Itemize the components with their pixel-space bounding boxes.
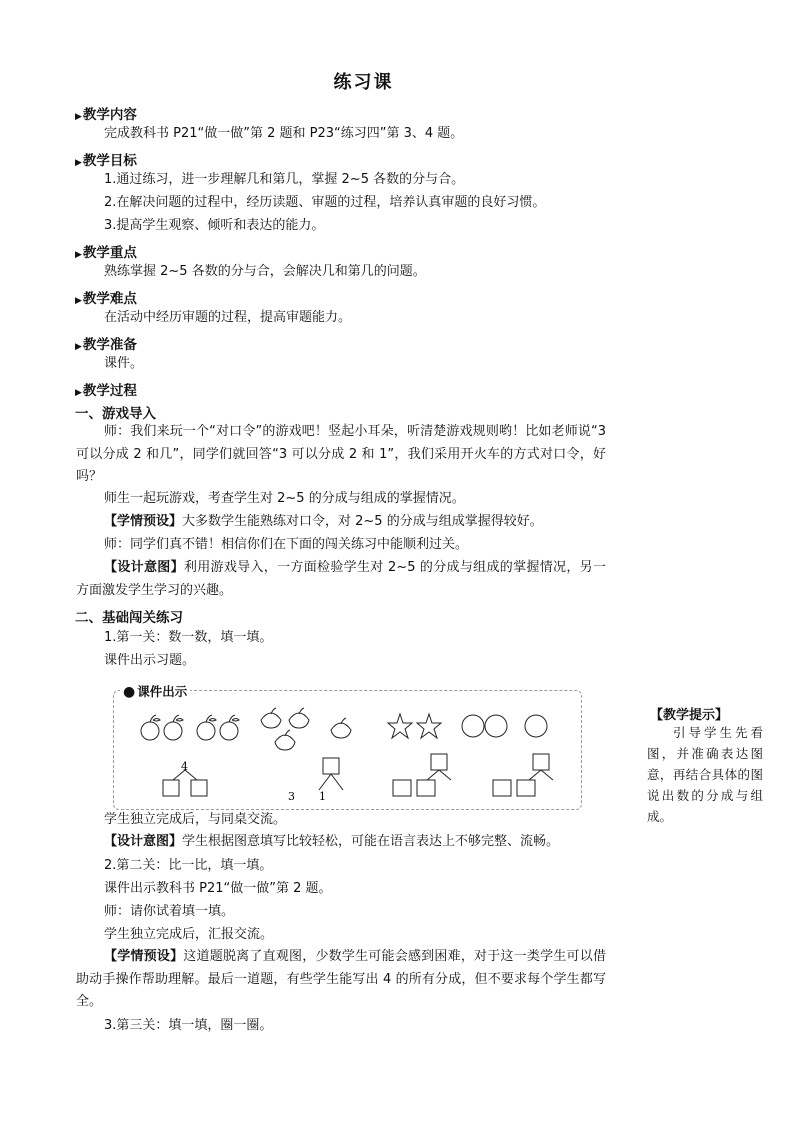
heading-goals: ▶教学目标 bbox=[75, 153, 137, 169]
step-text: 学生独立完成后，与同桌交流。 bbox=[104, 812, 287, 827]
heading-process: ▶教学过程 bbox=[75, 383, 137, 399]
sidebar-text: 引导学生先看图，并准确表达图意，再结合具体的图说出数的分成与组成。 bbox=[647, 725, 763, 824]
answer-box bbox=[393, 780, 411, 796]
heading-prep: ▶教学准备 bbox=[75, 337, 137, 353]
sidebar-title: 【教学提示】 bbox=[650, 708, 729, 723]
step-text: 2.第二关：比一比，填一填。 bbox=[104, 858, 273, 873]
circle-icon bbox=[462, 715, 547, 737]
step-text: 学生独立完成后，汇报交流。 bbox=[104, 927, 274, 942]
paragraph: 师：我们来玩一个“对口令”的游戏吧！竖起小耳朵，听清楚游戏规则哟！比如老师说“3 可以分成 2 和几”，同学们就回答“3 可以分成 2 和 1”，我们采用开火车的方式对口令，好吗？ bbox=[76, 424, 606, 484]
goal-item: 2.在解决问题的过程中，经历读题、审题的过程，培养认真审题的良好习惯。 bbox=[104, 195, 546, 210]
answer-box bbox=[417, 780, 435, 796]
paragraph: 【设计意图】利用游戏导入，一方面检验学生对 2~5 的分成与组成的掌握情况，另一方面激发学生学习的兴趣。 bbox=[76, 560, 606, 598]
heading-content: ▶教学内容 bbox=[75, 107, 137, 123]
step-text: 课件出示习题。 bbox=[104, 653, 196, 668]
star-icon bbox=[388, 714, 441, 738]
paragraph: 【学情预设】这道题脱离了直观图，少数学生可能会感到困难，对于这一类学生可以借助动手操作帮助理解。最后一道题，有些学生能写出 4 的所有分成，但不要求每个学生都写全。 bbox=[76, 949, 606, 1009]
figure-label: ● 课件出示 bbox=[120, 682, 190, 700]
answer-box bbox=[517, 780, 535, 796]
key-text: 熟练掌握 2~5 各数的分与合，会解决几和第几的问题。 bbox=[104, 264, 426, 279]
paragraph: 【学情预设】大多数学生能熟练对口令，对 2~5 的分成与组成掌握得较好。 bbox=[104, 514, 543, 529]
heading-difficulty: ▶教学难点 bbox=[75, 291, 137, 307]
answer-box bbox=[163, 780, 179, 796]
exercise-drawing bbox=[113, 690, 583, 810]
heading-key: ▶教学重点 bbox=[75, 245, 137, 261]
section-title: 二、基础闯关练习 bbox=[75, 610, 183, 626]
answer-box bbox=[533, 754, 549, 770]
page-title: 练习课 bbox=[333, 72, 394, 93]
answer-box bbox=[191, 780, 207, 796]
paragraph: 师生一起玩游戏，考查学生对 2~5 的分成与组成的掌握情况。 bbox=[104, 491, 465, 506]
paragraph: 师：同学们真不错！相信你们在下面的闯关练习中能顺利过关。 bbox=[104, 537, 469, 552]
difficulty-text: 在活动中经历审题的过程，提高审题能力。 bbox=[104, 310, 352, 325]
peach-icon bbox=[261, 708, 351, 750]
answer-box bbox=[431, 754, 447, 770]
answer-box bbox=[493, 780, 511, 796]
figure-number: 3 bbox=[288, 790, 295, 803]
step-text: 3.第三关：填一填，圈一圈。 bbox=[104, 1018, 273, 1033]
step-text: 课件出示教科书 P21“做一做”第 2 题。 bbox=[104, 881, 332, 896]
goal-item: 1.通过练习，进一步理解几和第几，掌握 2~5 各数的分与合。 bbox=[104, 172, 465, 187]
content-text: 完成教科书 P21“做一做”第 2 题和 P23“练习四”第 3、4 题。 bbox=[104, 126, 464, 141]
figure-number: 1 bbox=[319, 790, 326, 803]
goal-item: 3.提高学生观察、倾听和表达的能力。 bbox=[104, 218, 325, 233]
paragraph: 【设计意图】学生根据图意填写比较轻松，可能在语言表达上不够完整、流畅。 bbox=[104, 834, 560, 849]
step-text: 1.第一关：数一数，填一填。 bbox=[104, 630, 273, 645]
figure-number: 4 bbox=[181, 760, 188, 773]
prep-text: 课件。 bbox=[104, 356, 144, 371]
apple-icon bbox=[141, 715, 239, 740]
section-title: 一、游戏导入 bbox=[75, 406, 156, 422]
answer-box bbox=[323, 758, 339, 774]
step-text: 师：请你试着填一填。 bbox=[104, 904, 235, 919]
